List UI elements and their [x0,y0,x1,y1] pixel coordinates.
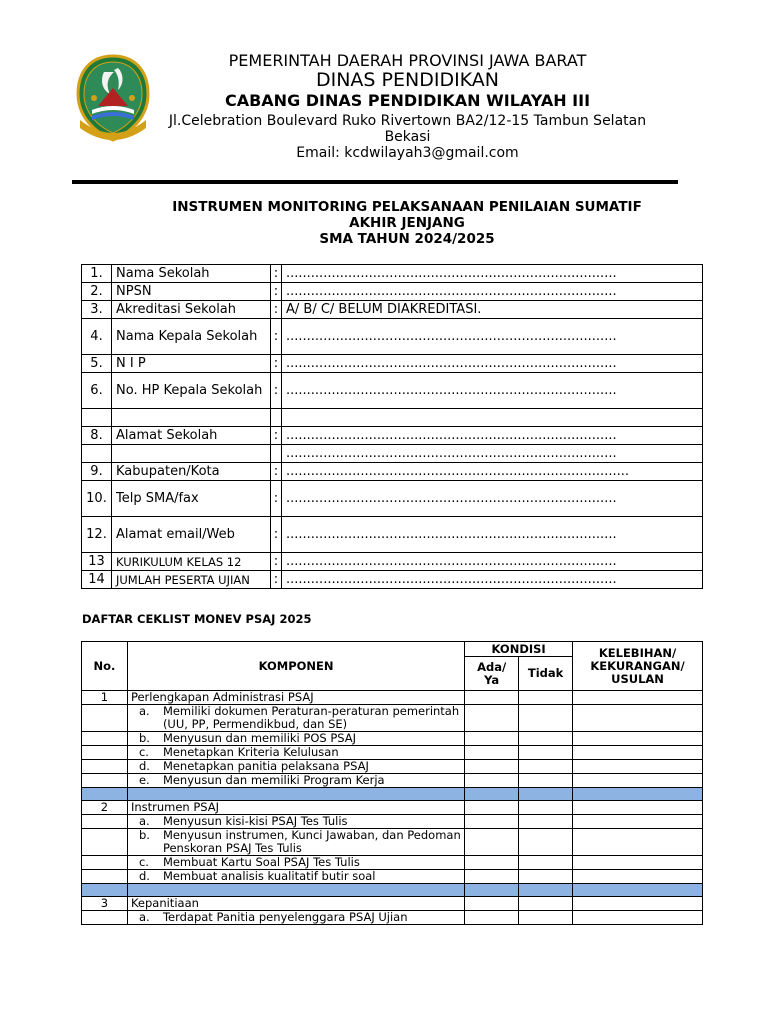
row-label: Alamat Sekolah [112,427,271,445]
header-no: No. [82,642,128,691]
item-text: Menetapkan panitia pelaksana PSAJ [162,759,369,773]
row-number [82,445,112,463]
item-text: Membuat Kartu Soal PSAJ Tes Tulis [162,855,360,869]
row-colon: : [271,553,282,571]
tidak-cell[interactable] [519,870,573,884]
section-number: 3 [82,897,128,911]
identity-row [82,373,703,409]
tidak-cell[interactable] [519,691,573,705]
tidak-cell[interactable] [519,746,573,760]
ada-cell[interactable] [465,705,519,732]
row-label: N I P [112,355,271,373]
row-value: ................................................................................ [282,481,703,517]
item-text: Terdapat Panitia penyelenggara PSAJ Ujian [162,910,408,924]
row-label: JUMLAH PESERTA UJIAN [112,571,271,589]
item-text: Memiliki dokumen Peraturan-peraturan pemerintah (UU, PP, Permendikbud, dan SE) [162,704,460,731]
item-letter: a. [138,814,150,828]
notes-cell[interactable] [573,774,703,788]
ada-cell[interactable] [465,732,519,746]
row-number: 8. [82,427,112,445]
row-number: 3. [82,301,112,319]
title-line-1: INSTRUMEN MONITORING PELAKSANAAN PENILAIAN SUMATIF [172,199,642,215]
tidak-cell[interactable] [519,801,573,815]
row-number: 9. [82,463,112,481]
notes-cell[interactable] [573,691,703,705]
section-row [82,897,703,911]
identity-row [82,517,703,553]
row-value: ................................................................................ [282,553,703,571]
item-letter: a. [138,910,150,924]
item-text: Menyusun dan memiliki Program Kerja [162,773,385,787]
letterhead [140,52,675,161]
notes-cell[interactable] [573,801,703,815]
row-label [112,409,271,427]
checklist-item [82,705,703,732]
tidak-cell[interactable] [519,774,573,788]
row-colon: : [271,283,282,301]
tidak-cell[interactable] [519,829,573,856]
row-value: ................................................................................ [282,517,703,553]
item-letter: a. [138,704,150,718]
section-row [82,801,703,815]
header-kelebihan: KELEBIHAN/ KEKURANGAN/ USULAN [573,642,703,691]
ada-cell[interactable] [465,691,519,705]
section-row [82,691,703,705]
section-number: 2 [82,801,128,815]
header-ada: Ada/ Ya [465,657,519,691]
checklist-heading: DAFTAR CEKLIST MONEV PSAJ 2025 [82,612,312,626]
checklist-item [82,732,703,746]
row-number [82,409,112,427]
ada-cell[interactable] [465,760,519,774]
row-colon: : [271,319,282,355]
tidak-cell[interactable] [519,815,573,829]
item-text: Menetapkan Kriteria Kelulusan [162,745,339,759]
header-komponen: KOMPONEN [127,642,464,691]
row-value: ................................................................................ [282,373,703,409]
tidak-cell[interactable] [519,897,573,911]
government-name: PEMERINTAH DAERAH PROVINSI JAWA BARAT [228,51,587,70]
section-separator-band [82,788,703,801]
ada-cell[interactable] [465,856,519,870]
row-value: A/ B/ C/ BELUM DIAKREDITASI. [282,301,703,319]
row-colon: : [271,265,282,283]
checklist-item [82,911,703,925]
item-text: Menyusun instrumen, Kunci Jawaban, dan Pedoman Penskoran PSAJ Tes Tulis [162,828,461,855]
row-number: 2. [82,283,112,301]
item-letter: b. [138,731,150,745]
row-number: 5. [82,355,112,373]
ada-cell[interactable] [465,774,519,788]
email-line: Email: kcdwilayah3@gmail.com [296,144,519,161]
row-label: KURIKULUM KELAS 12 [112,553,271,571]
identity-row [82,319,703,355]
ada-cell[interactable] [465,911,519,925]
checklist-item [82,815,703,829]
ada-cell[interactable] [465,897,519,911]
header-tidak: Tidak [519,657,573,691]
ada-cell[interactable] [465,870,519,884]
notes-cell[interactable] [573,746,703,760]
section-title: Kepanitiaan [127,897,464,911]
row-value: ................................................................................ [282,319,703,355]
identity-row [82,301,703,319]
checklist-item [82,829,703,856]
monev-checklist-table [81,641,703,925]
checklist-item [82,774,703,788]
title-line-3: SMA TAHUN 2024/2025 [319,231,495,247]
address-city: Bekasi [384,128,431,145]
identity-row [82,265,703,283]
notes-cell[interactable] [573,856,703,870]
row-label: Nama Sekolah [112,265,271,283]
row-number: 10. [82,481,112,517]
row-number: 12. [82,517,112,553]
row-colon: : [271,373,282,409]
row-colon [271,409,282,427]
row-number: 14 [82,571,112,589]
tidak-cell[interactable] [519,760,573,774]
branch-name: CABANG DINAS PENDIDIKAN WILAYAH III [224,91,591,111]
identity-row [82,463,703,481]
identity-row [82,355,703,373]
row-value: ................................................................................... [282,463,703,481]
agency-name: DINAS PENDIDIKAN [315,69,500,92]
document-title [130,199,684,247]
header-kondisi: KONDISI [465,642,573,657]
checklist-header-row [82,642,703,657]
row-colon: : [271,517,282,553]
row-label: No. HP Kepala Sekolah [112,373,271,409]
row-label: Kabupaten/Kota [112,463,271,481]
identity-row [82,427,703,445]
identity-row-continuation [82,445,703,463]
row-value: ................................................................................ [282,445,703,463]
row-colon: : [271,301,282,319]
section-title: Instrumen PSAJ [127,801,464,815]
row-number: 1. [82,265,112,283]
row-number: 6. [82,373,112,409]
row-label: Akreditasi Sekolah [112,301,271,319]
identity-row-empty [82,409,703,427]
tidak-cell[interactable] [519,732,573,746]
school-identity-table [81,264,703,589]
row-value [282,409,703,427]
row-number: 4. [82,319,112,355]
row-label: Nama Kepala Sekolah [112,319,271,355]
item-letter: c. [138,855,149,869]
checklist-item [82,870,703,884]
row-colon: : [271,355,282,373]
row-value: ................................................................................ [282,283,703,301]
tidak-cell[interactable] [519,856,573,870]
section-title: Perlengkapan Administrasi PSAJ [127,691,464,705]
item-letter: c. [138,745,149,759]
row-label [112,445,271,463]
notes-cell[interactable] [573,815,703,829]
row-number: 13 [82,553,112,571]
row-value: ................................................................................ [282,427,703,445]
item-letter: e. [138,773,150,787]
row-value: ................................................................................ [282,571,703,589]
item-text: Membuat analisis kualitatif butir soal [162,869,376,883]
row-label: NPSN [112,283,271,301]
row-value: ................................................................................ [282,265,703,283]
checklist-item [82,746,703,760]
section-separator-band [82,884,703,897]
item-letter: d. [138,759,150,773]
address-line: Jl.Celebration Boulevard Ruko Rivertown BA2/12-15 Tambun Selatan [168,112,647,129]
tidak-cell[interactable] [519,911,573,925]
row-colon: : [271,571,282,589]
row-label: Telp SMA/fax [112,481,271,517]
section-number: 1 [82,691,128,705]
item-text: Menyusun dan memiliki POS PSAJ [162,731,357,745]
letterhead-rule [72,180,678,184]
identity-row [82,553,703,571]
notes-cell[interactable] [573,829,703,856]
item-letter: d. [138,869,150,883]
notes-cell[interactable] [573,911,703,925]
title-line-2: AKHIR JENJANG [349,215,465,231]
notes-cell[interactable] [573,870,703,884]
ada-cell[interactable] [465,829,519,856]
row-value: ................................................................................ [282,355,703,373]
checklist-item [82,760,703,774]
row-label: Alamat email/Web [112,517,271,553]
tidak-cell[interactable] [519,705,573,732]
ada-cell[interactable] [465,815,519,829]
notes-cell[interactable] [573,705,703,732]
row-colon [271,445,282,463]
row-colon: : [271,427,282,445]
row-colon: : [271,463,282,481]
notes-cell[interactable] [573,897,703,911]
item-text: Menyusun kisi-kisi PSAJ Tes Tulis [162,814,348,828]
notes-cell[interactable] [573,732,703,746]
ada-cell[interactable] [465,746,519,760]
ada-cell[interactable] [465,801,519,815]
identity-row [82,481,703,517]
identity-row [82,283,703,301]
row-colon: : [271,481,282,517]
notes-cell[interactable] [573,760,703,774]
checklist-item [82,856,703,870]
identity-row [82,571,703,589]
item-letter: b. [138,828,150,842]
